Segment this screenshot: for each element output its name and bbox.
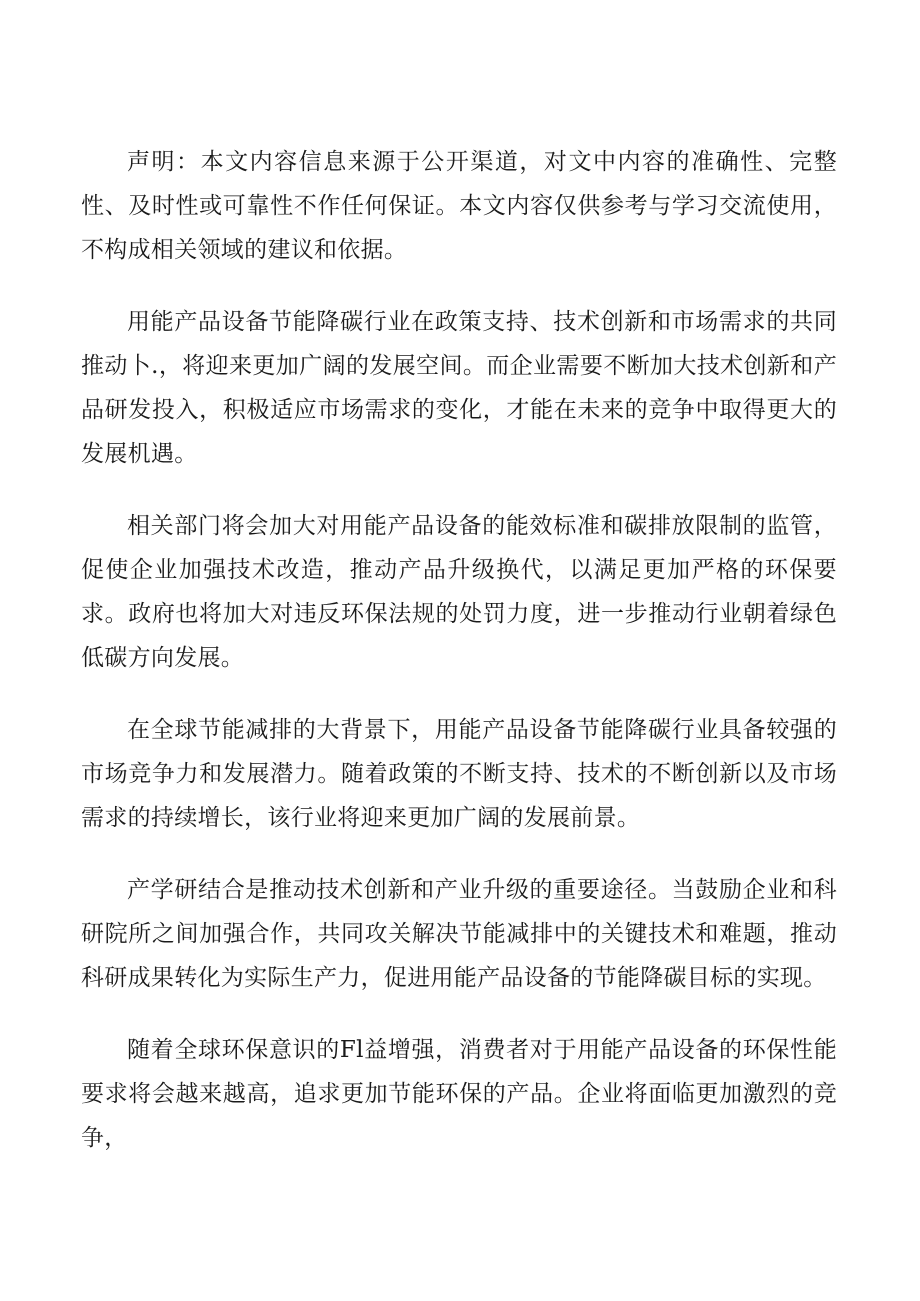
body-paragraph: 随着全球环保意识的Fl益增强，消费者对于用能产品设备的环保性能要求将会越来越高，追求更加节能环保的产品。企业将面临更加激烈的竞争，: [81, 1037, 837, 1151]
body-paragraph: 产学研结合是推动技术创新和产业升级的重要途径。当鼓励企业和科研院所之间加强合作，共同攻关解决节能减排中的关键技术和难题，推动科研成果转化为实际生产力，促进用能产品设备的节能降碳目标的实现。: [81, 877, 837, 991]
body-paragraph: 在全球节能减排的大背景下，用能产品设备节能降碳行业具备较强的市场竞争力和发展潜力。随着政策的不断支持、技术的不断创新以及市场需求的持续增长，该行业将迎来更加广阔的发展前景。: [81, 717, 837, 831]
body-paragraph: 用能产品设备节能降碳行业在政策支持、技术创新和市场需求的共同推动卜.，将迎来更加广阔的发展空间。而企业需要不断加大技术创新和产品研发投入，积极适应市场需求的变化，才能在未来的竞争中取得更大的发展机遇。: [81, 309, 837, 467]
body-paragraph: 相关部门将会加大对用能产品设备的能效标准和碳排放限制的监管，促使企业加强技术改造，推动产品升级换代，以满足更加严格的环保要求。政府也将加大对违反环保法规的处罚力度，进一步推动行业朝着绿色低碳方向发展。: [81, 513, 837, 671]
document-body: [81, 140, 837, 1188]
disclaimer-paragraph: 声明：本文内容信息来源于公开渠道，对文中内容的准确性、完整性、及时性或可靠性不作任何保证。本文内容仅供参考与学习交流使用，不构成相关领域的建议和依据。: [81, 149, 837, 263]
